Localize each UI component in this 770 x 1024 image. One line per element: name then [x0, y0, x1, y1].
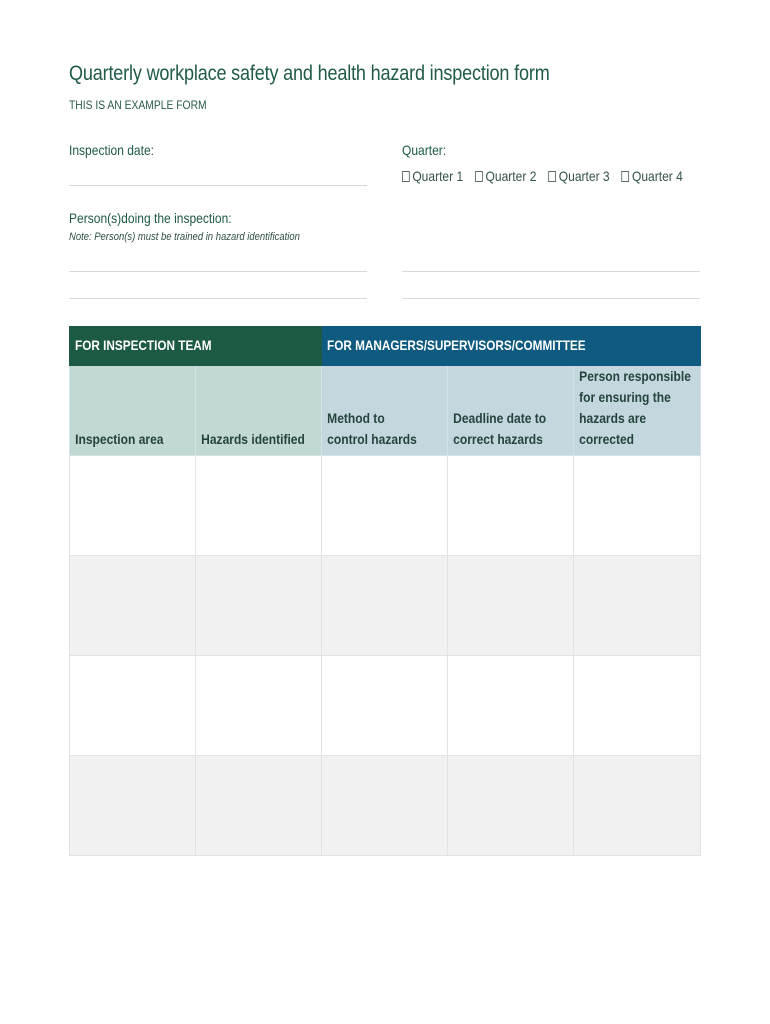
table-row	[70, 456, 701, 556]
inspection-date-label: Inspection date:	[69, 142, 155, 158]
quarter-1-label: Quarter 1	[412, 168, 464, 184]
hazard-table	[69, 326, 701, 856]
table-cell[interactable]	[70, 656, 196, 756]
quarter-1-option[interactable]	[402, 168, 463, 184]
quarter-4-label: Quarter 4	[631, 168, 683, 184]
quarter-3-label: Quarter 3	[558, 168, 610, 184]
table-cell[interactable]	[574, 556, 701, 656]
table-cell[interactable]	[70, 556, 196, 656]
table-cell[interactable]	[322, 556, 448, 656]
table-cell[interactable]	[448, 456, 574, 556]
col-hazards-identified	[196, 366, 322, 456]
quarter-options	[402, 168, 683, 184]
table-cell[interactable]	[322, 756, 448, 856]
table-cell[interactable]	[574, 456, 701, 556]
col-person-responsible	[574, 366, 701, 456]
col-inspection-area	[70, 366, 196, 456]
managers-header-label: FOR MANAGERS/SUPERVISORS/COMMITTEE	[327, 337, 586, 353]
table-cell[interactable]	[448, 756, 574, 856]
quarter-2-label: Quarter 2	[485, 168, 537, 184]
checkbox-icon[interactable]	[548, 171, 556, 182]
page-title: Quarterly workplace safety and health hazard inspection form	[69, 62, 550, 85]
table-row	[70, 556, 701, 656]
col-method-to-control	[322, 366, 448, 456]
col-deadline-date-label: Deadline date to correct hazards	[453, 410, 547, 447]
checkbox-icon[interactable]	[622, 171, 630, 182]
table-cell[interactable]	[574, 756, 701, 856]
column-header-row	[70, 366, 701, 456]
person-field-4[interactable]	[402, 298, 700, 299]
table-cell[interactable]	[322, 456, 448, 556]
managers-header	[322, 327, 701, 366]
table-cell[interactable]	[70, 756, 196, 856]
table-row	[70, 656, 701, 756]
person-field-3[interactable]	[69, 298, 367, 299]
person-field-1[interactable]	[69, 271, 367, 272]
inspection-team-header-label: FOR INSPECTION TEAM	[75, 337, 212, 353]
col-inspection-area-label: Inspection area	[75, 431, 164, 447]
checkbox-icon[interactable]	[402, 171, 410, 182]
person-field-2[interactable]	[402, 271, 700, 272]
table-cell[interactable]	[574, 656, 701, 756]
table-cell[interactable]	[322, 656, 448, 756]
col-deadline-date	[448, 366, 574, 456]
inspection-date-field[interactable]	[69, 185, 367, 186]
persons-note: Note: Person(s) must be trained in hazard identification	[69, 231, 300, 243]
quarter-4-option[interactable]	[622, 168, 683, 184]
table-cell[interactable]	[196, 656, 322, 756]
table-cell[interactable]	[448, 656, 574, 756]
persons-label: Person(s)doing the inspection:	[69, 210, 232, 226]
quarter-2-option[interactable]	[475, 168, 536, 184]
col-hazards-identified-label: Hazards identified	[201, 431, 305, 447]
table-row	[70, 756, 701, 856]
quarter-3-option[interactable]	[548, 168, 609, 184]
table-cell[interactable]	[196, 456, 322, 556]
table-cell[interactable]	[196, 756, 322, 856]
table-cell[interactable]	[70, 456, 196, 556]
page-subtitle: THIS IS AN EXAMPLE FORM	[69, 98, 207, 112]
table-cell[interactable]	[196, 556, 322, 656]
table-cell[interactable]	[448, 556, 574, 656]
quarter-label: Quarter:	[402, 142, 447, 158]
checkbox-icon[interactable]	[475, 171, 483, 182]
col-person-responsible-label: Person responsible for ensuring the hazards are corrected	[579, 368, 691, 447]
col-method-to-control-label: Method to control hazards	[327, 410, 417, 447]
inspection-team-header	[70, 327, 322, 366]
group-header-row	[70, 327, 701, 366]
